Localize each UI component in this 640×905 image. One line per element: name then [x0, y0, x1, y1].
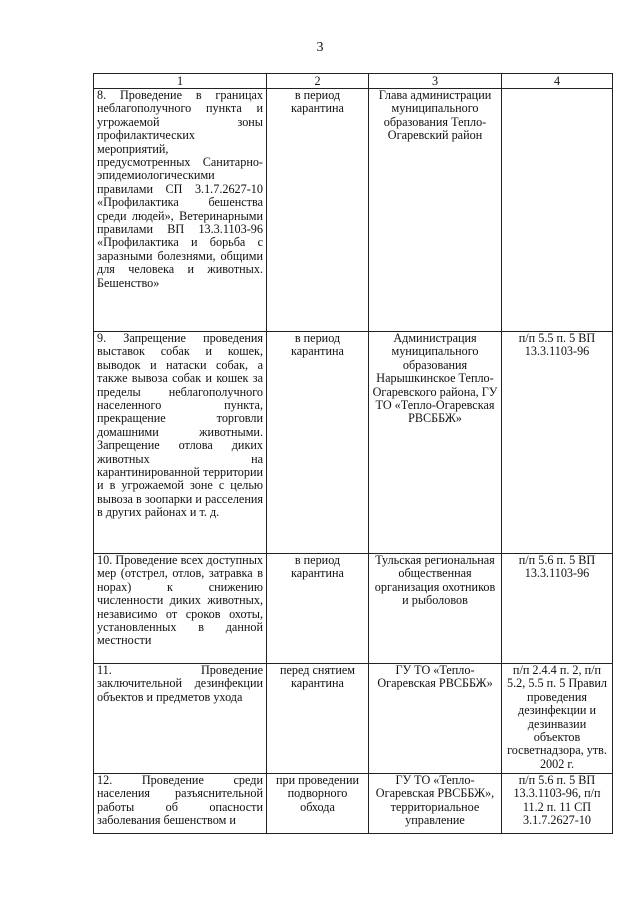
period-cell: при проведении подворного обхода — [267, 774, 369, 834]
table-row — [94, 554, 613, 664]
basis-cell: п/п 5.5 п. 5 ВП 13.3.1103-96 — [502, 332, 613, 554]
activity-cell — [94, 664, 267, 774]
responsible-cell: Тульская региональная общественная организация охотников и рыболовов — [369, 554, 502, 664]
activity-text: 9. Запрещение проведения выставок собак и кошек, выводок и натаски собак, а также вывоза собак и кошек за пределы неблагополучного населенного пункта, прекращение торговли домашними животными. Запрещение отлова диких животных на карантинированной территории и в угрожаемой зоне с целью вывоза в зоопарки и расселения в других районах и т. д. — [97, 331, 263, 520]
table-row — [94, 89, 613, 332]
column-header: 1 — [94, 74, 267, 89]
period-cell: в период карантина — [267, 332, 369, 554]
column-header: 2 — [267, 74, 369, 89]
responsible-cell: Глава администрации муниципального образования Тепло-Огаревский район — [369, 89, 502, 332]
measures-table — [93, 73, 613, 834]
activity-text: 8. Проведение в границах неблагополучного пункта и угрожаемой зоны профилактических мероприятий, предусмотренных Санитарно-эпидемиологическими правилами СП 3.1.7.2627-10 «Профилактика бешенства среди людей», Ветеринарными правилами ВП 13.3.1103-96 «Профилактика и борьба с заразными болезнями, общими для человека и животных. Бешенство» — [97, 88, 263, 290]
responsible-cell: ГУ ТО «Тепло-Огаревская РВСББЖ», территориальное управление — [369, 774, 502, 834]
activity-cell — [94, 554, 267, 664]
period-cell: в период карантина — [267, 554, 369, 664]
responsible-cell: ГУ ТО «Тепло-Огаревская РВСББЖ» — [369, 664, 502, 774]
column-header: 3 — [369, 74, 502, 89]
basis-cell — [502, 89, 613, 332]
page-number: 3 — [316, 40, 324, 55]
table-row — [94, 774, 613, 834]
table-row — [94, 664, 613, 774]
activity-cell — [94, 774, 267, 834]
activity-cell — [94, 89, 267, 332]
activity-text: 11. Проведение заключительной дезинфекции объектов и предметов ухода — [97, 663, 263, 704]
basis-cell: п/п 5.6 п. 5 ВП 13.3.1103-96, п/п 11.2 п. 11 СП 3.1.7.2627-10 — [502, 774, 613, 834]
responsible-cell: Администрация муниципального образования Нарышкинское Тепло-Огаревского района, ГУ ТО «Тепло-Огаревская РВСББЖ» — [369, 332, 502, 554]
column-header: 4 — [502, 74, 613, 89]
activity-text: 10. Проведение всех доступных мер (отстрел, отлов, затравка в норах) к снижению численности диких животных, независимо от сроков охоты, установленных в данной местности — [97, 553, 263, 648]
table-header-row — [94, 74, 613, 89]
period-cell: в период карантина — [267, 89, 369, 332]
activity-cell — [94, 332, 267, 554]
table-row — [94, 332, 613, 554]
basis-cell: п/п 2.4.4 п. 2, п/п 5.2, 5.5 п. 5 Правил проведения дезинфекции и дезинвазии объектов госветнадзора, утв. 2002 г. — [502, 664, 613, 774]
period-cell: перед снятием карантина — [267, 664, 369, 774]
activity-text: 12. Проведение среди населения разъяснительной работы об опасности заболевания бешенством и — [97, 773, 263, 828]
basis-cell: п/п 5.6 п. 5 ВП 13.3.1103-96 — [502, 554, 613, 664]
